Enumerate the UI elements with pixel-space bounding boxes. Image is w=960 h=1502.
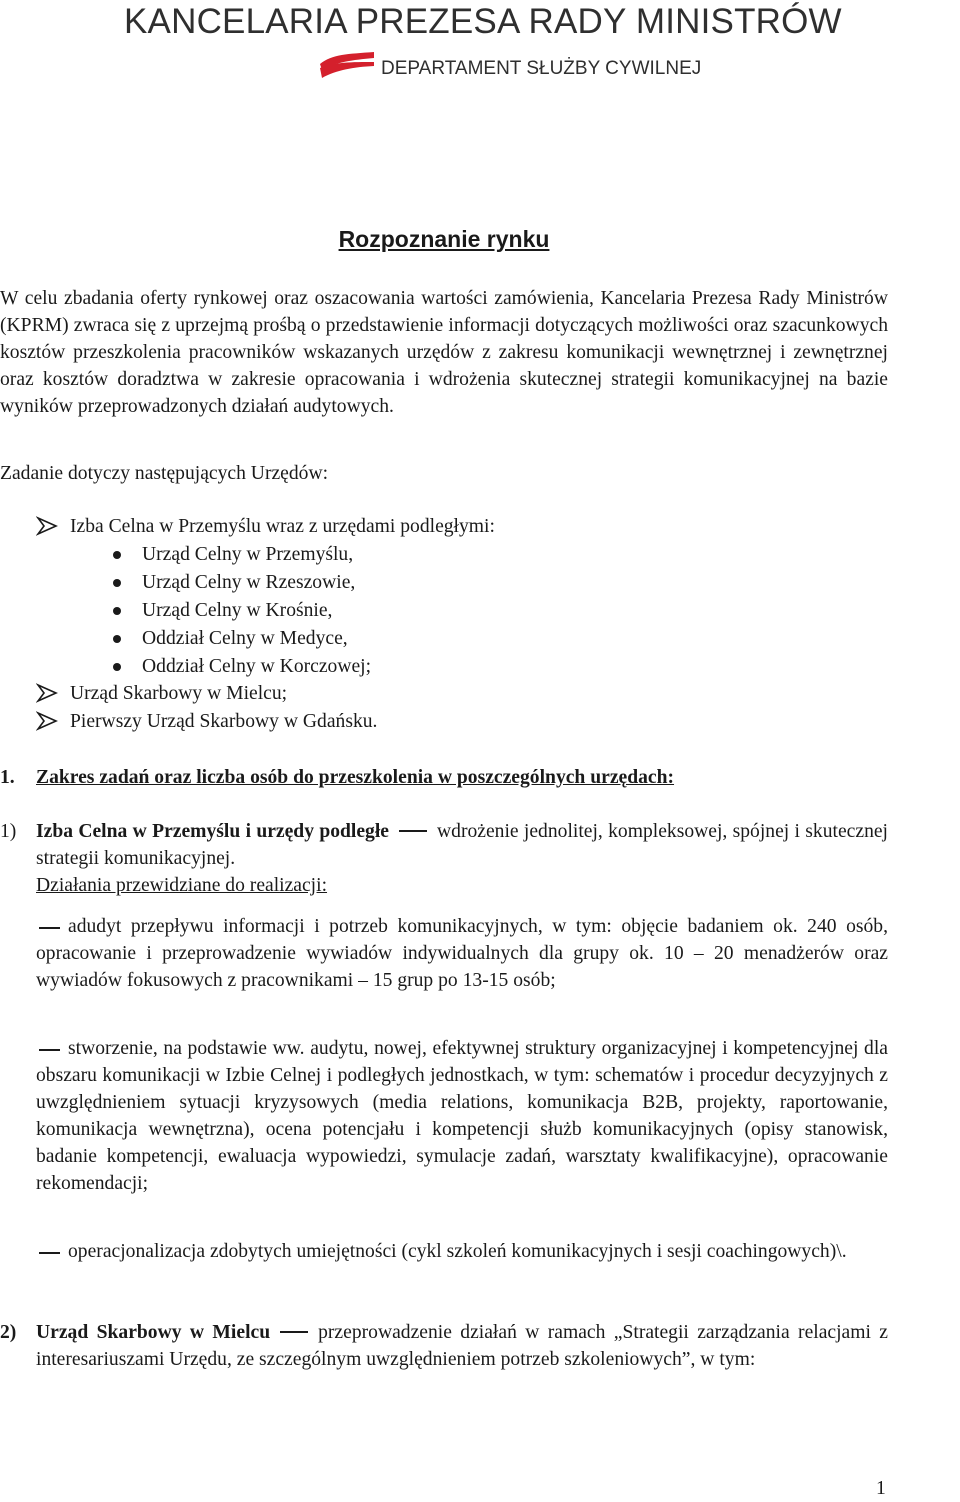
section-heading: Zakres zadań oraz liczba osób do przeszkolenia w poszczególnych urzędach:: [36, 767, 675, 788]
item-number: 1): [0, 821, 17, 842]
office-gdansk: Pierwszy Urząd Skarbowy w Gdańsku.: [70, 711, 378, 732]
dash-separator: [280, 1331, 308, 1333]
item-number: 2): [0, 1322, 17, 1343]
header-title: KANCELARIA PREZESA RADY MINISTRÓW: [124, 2, 842, 41]
item-1-text: [36, 818, 888, 872]
sub-office: Urząd Celny w Rzeszowie,: [142, 572, 356, 593]
intro-paragraph: W celu zbadania oferty rynkowej oraz oszacowania wartości zamówienia, Kancelaria Prezesa Rady Ministrów (KPRM) zwraca się z uprzejmą prośbą o przedstawienie informacji dotyczących możliwości oraz szacunkowych kosztów przeszkolenia pracowników wskazanych urzędów z zakresu komunikacji wewnętrznej i zewnętrznej oraz kosztów doradztwa w zakresie opracowania i wdrożenia skutecznej strategii komunikacyjnej na bazie wyników przeprowadzonych działań audytowych.: [0, 288, 888, 417]
sub-office: Oddział Celny w Medyce,: [142, 628, 348, 649]
sub-office: Oddział Celny w Korczowej;: [142, 656, 372, 677]
offices-intro: Zadanie dotyczy następujących Urzędów:: [0, 463, 329, 484]
document-title: Rozpoznanie rynku: [338, 226, 550, 252]
office-mielec: Urząd Skarbowy w Mielcu;: [70, 683, 288, 704]
action-item: stworzenie, na podstawie ww. audytu, nowej, efektywnej struktury organizacyjnej i kompetencyjnej dla obszaru komunikacji w Izbie Celnej i podległych jednostkach, w tym: schematów i procedur decyzyjnych z uwzględnieniem sytuacji kryzysowych (media relations, komunikacja B2B, projekty, raportowanie, komunikacja wewnętrzna), ocena potencjału i kompetencji służb komunikacyjnych (opisy stanowisk, badanie kompetencji, ewaluacja wypowiedzi, symulacje zadań, warsztaty kwalifikacyjne), opracowanie rekomendacji;: [36, 1038, 888, 1194]
actions-label: Działania przewidziane do realizacji:: [36, 875, 328, 896]
dash-separator: [399, 830, 427, 832]
section-number: 1.: [0, 767, 15, 788]
header-subtitle: DEPARTAMENT SŁUŻBY CYWILNEJ: [381, 58, 702, 79]
bullet-dot-icon: [113, 635, 121, 643]
item-1-office: Izba Celna w Przemyślu i urzędy podległe: [36, 821, 389, 842]
bullet-dot-icon: [113, 607, 121, 615]
page-number: 1: [876, 1478, 886, 1499]
item-2-office: Urząd Skarbowy w Mielcu: [36, 1322, 271, 1343]
item-2-description: przeprowadzenie działań w ramach „Strategii zarządzania relacjami z interesariuszami Urzędu, ze szczególnym uwzględnieniem potrzeb szkoleniowych”, w tym:: [36, 1322, 888, 1370]
item-1-description: wdrożenie jednolitej, kompleksowej, spójnej i skutecznej strategii komunikacyjnej.: [36, 821, 889, 869]
bullet-dot-icon: [113, 551, 121, 559]
arrow-bullet-icon: [36, 683, 58, 703]
arrow-bullet-icon: [36, 516, 58, 536]
sub-office: Urząd Celny w Krośnie,: [142, 600, 333, 621]
action-item: adudyt przepływu informacji i potrzeb komunikacyjnych, w tym: objęcie badaniem ok. 240 osób, opracowanie i przeprowadzenie wywiadów indywidualnych dla grupy ok. 10 – 20 menadżerów oraz wywiadów fokusowych z pracownikami – 15 grup po 13-15 osób;: [36, 916, 888, 991]
sub-office: Urząd Celny w Przemyślu,: [142, 544, 354, 565]
bullet-dot-icon: [113, 579, 121, 587]
action-item: operacjonalizacja zdobytych umiejętności (cykl szkoleń komunikacyjnych i sesji coachingowych)\.: [68, 1241, 847, 1262]
arrow-bullet-icon: [36, 711, 58, 731]
bullet-dot-icon: [113, 663, 121, 671]
flag-logo-icon: [318, 50, 376, 80]
office-izba-celna: Izba Celna w Przemyślu wraz z urzędami podległymi:: [70, 516, 495, 537]
item-2-text: [36, 1319, 888, 1373]
